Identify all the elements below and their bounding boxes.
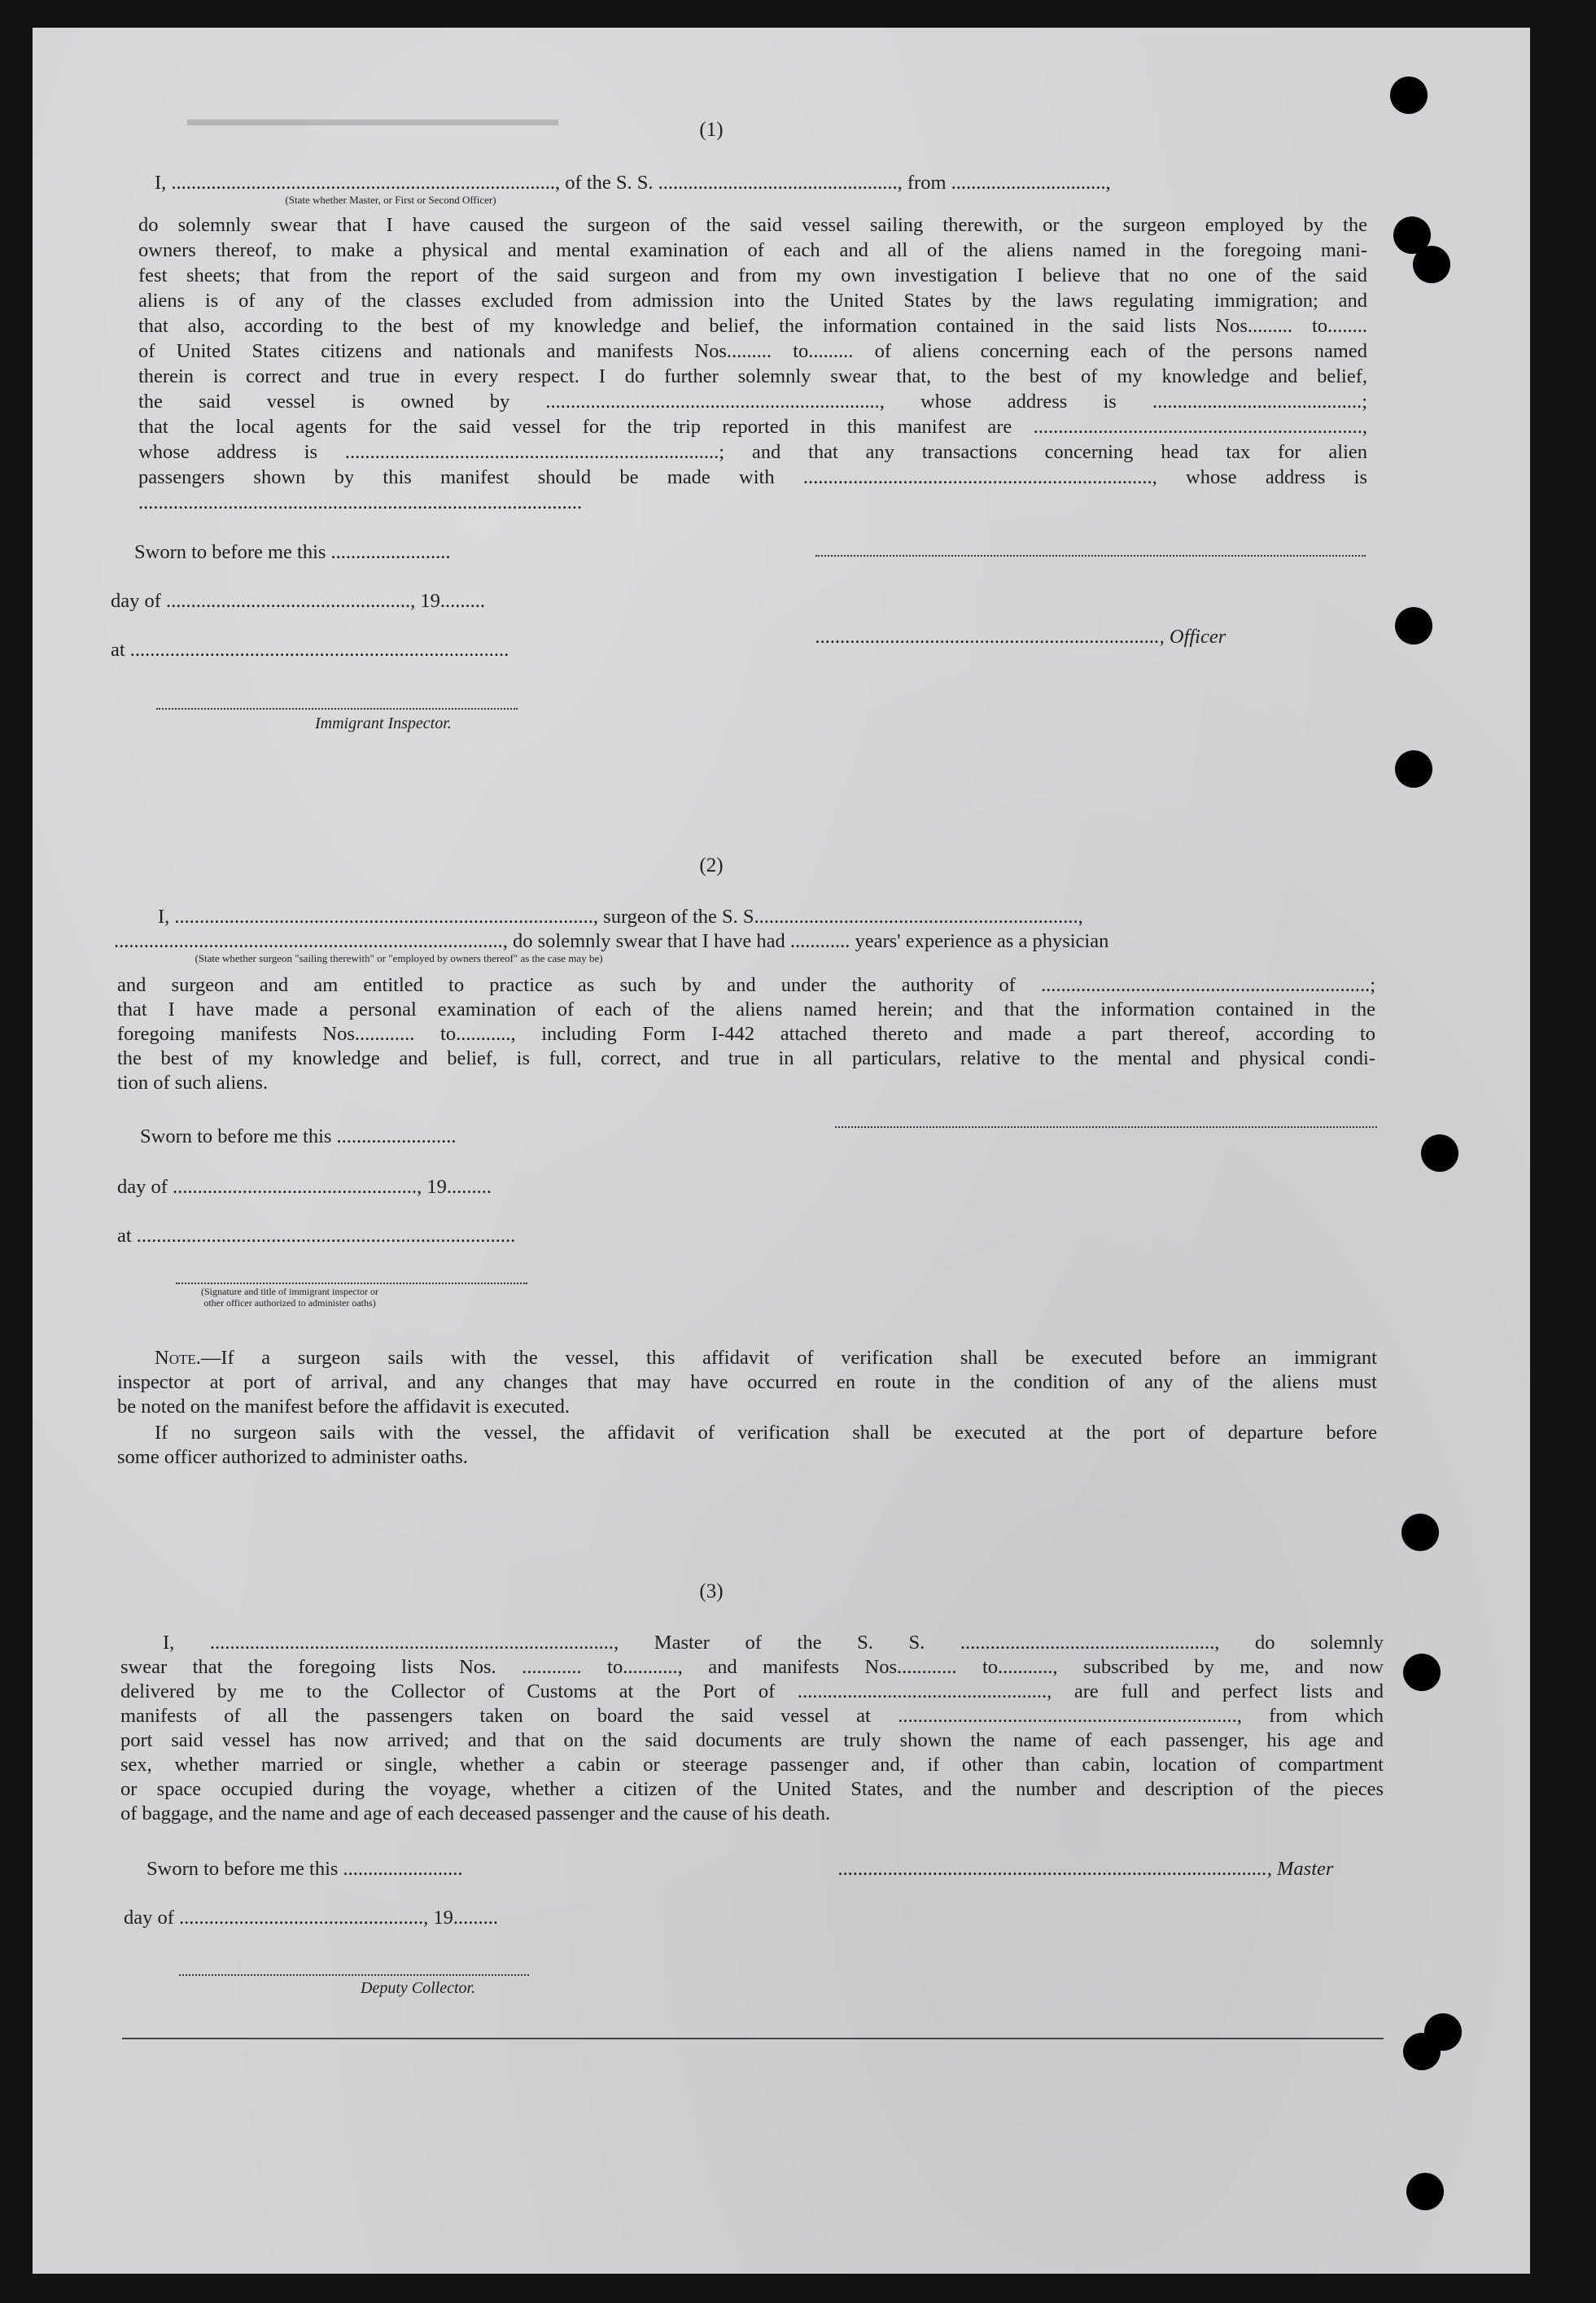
section-3-day-line: day of ................................................., 19.........	[124, 1907, 499, 1929]
bleed-through-heading: ▬▬▬▬▬▬▬▬▬▬▬▬▬▬▬▬▬▬▬	[187, 109, 558, 130]
punch-hole	[1403, 2033, 1441, 2070]
section-3-collector-signature-line	[179, 1974, 529, 1976]
section-3-heading: (3)	[699, 1580, 724, 1602]
section-2-first-line: I, ...................................................................................., surgeon of the S. S.................................................................,	[158, 906, 1083, 928]
section-1-body-line: aliens is of any of the classes excluded from admission into the United States by the laws regulating immigration; and	[138, 290, 1367, 312]
punch-hole	[1395, 607, 1432, 645]
section-2-at-line: at ............................................................................	[117, 1225, 516, 1247]
section-2-note-line: If no surgeon sails with the vessel, the affidavit of verification shall be executed at the port of departure before	[155, 1422, 1377, 1444]
section-1-body-line: the said vessel is owned by ..................................................................., whose address is ..........................................;	[138, 391, 1367, 413]
section-2-sworn-line: Sworn to before me this ........................	[140, 1125, 457, 1147]
section-1-officer-note: (State whether Master, or First or Second Officer)	[285, 194, 496, 206]
punch-hole	[1406, 2173, 1444, 2210]
section-2-body-line: and surgeon and am entitled to practice as such by and under the authority of ..................................................................;	[117, 974, 1375, 996]
section-3-sworn-line: Sworn to before me this ........................	[146, 1858, 463, 1880]
section-1-body-line: that the local agents for the said vessel for the trip reported in this manifest are ..................................................................,	[138, 416, 1367, 438]
section-2-surgeon-note: (State whether surgeon "sailing therewith" or "employed by owners thereof" as the case may be)	[195, 952, 603, 964]
section-1-body-line: that also, according to the best of my knowledge and belief, the information contained in the said lists Nos......... to........	[138, 315, 1367, 337]
section-2-second-line: .............................................................................., do solemnly swear that I have had ............ years' experience as a physician	[114, 930, 1109, 952]
section-2-inspector-note: (Signature and title of immigrant inspector or other officer authorized to administer oaths)	[201, 1286, 378, 1309]
section-3-body-line: I, ................................................................................., Master of the S. S. ..................................................., do solemnly	[163, 1632, 1384, 1654]
section-1-inspector-title: Immigrant Inspector.	[315, 714, 452, 732]
section-3-collector-title: Deputy Collector.	[361, 1979, 476, 1997]
section-2-note-line: be noted on the manifest before the affidavit is executed.	[117, 1396, 571, 1418]
section-1-body-line: passengers shown by this manifest should be made with ......................................................................, whose address is	[138, 466, 1367, 488]
section-2-heading: (2)	[699, 854, 724, 876]
section-3-body-line: sex, whether married or single, whether a cabin or steerage passenger and, if other than cabin, location of compartment	[120, 1754, 1384, 1776]
section-2-body-line: foregoing manifests Nos............ to..........., including Form I-442 attached thereto and made a part thereof, according to	[117, 1023, 1375, 1045]
section-3-body-line: manifests of all the passengers taken on board the said vessel at ...................................................................., from which	[120, 1705, 1384, 1727]
section-1-body-line: do solemnly swear that I have caused the surgeon of the said vessel sailing therewith, or the surgeon employed by the	[138, 214, 1367, 236]
section-2-inspector-signature-line	[176, 1283, 527, 1284]
section-2-signature-line	[835, 1126, 1377, 1128]
section-2-body-line: that I have made a personal examination of each of the aliens named herein; and that the information contained in the	[117, 999, 1375, 1020]
section-2-day-line: day of ................................................., 19.........	[117, 1176, 492, 1198]
bottom-rule	[122, 2038, 1384, 2039]
section-1-body-line: therein is correct and true in every respect. I do further solemnly swear that, to the best of my knowledge and belief,	[138, 365, 1367, 387]
section-2-note-line: inspector at port of arrival, and any changes that may have occurred en route in the condition of any of the aliens must	[117, 1371, 1377, 1393]
section-2-note-line: some officer authorized to administer oaths.	[117, 1446, 468, 1468]
section-3-master-line: ......................................................................................, Master	[838, 1858, 1334, 1880]
section-1-sworn-line: Sworn to before me this ........................	[134, 541, 451, 563]
section-2-body-line: the best of my knowledge and belief, is full, correct, and true in all particulars, relative to the mental and physical condi-	[117, 1047, 1375, 1069]
note-text: —If a surgeon sails with the vessel, this affidavit of verification shall be executed before an immigrant	[200, 1347, 1377, 1369]
section-2-body-line: tion of such aliens.	[117, 1072, 269, 1094]
section-1-at-line: at ............................................................................	[111, 639, 509, 661]
section-3-body-line: port said vessel has now arrived; and that on the said documents are truly shown the name of each passenger, his age and	[120, 1729, 1384, 1751]
section-1-body-line: of United States citizens and nationals and manifests Nos......... to......... of aliens concerning each of the persons named	[138, 340, 1367, 362]
section-1-body-line: whose address is ...........................................................................; and that any transactions concerning head tax for alien	[138, 441, 1367, 463]
punch-hole	[1421, 1134, 1458, 1172]
manifest-back-page	[33, 28, 1530, 2274]
note-label: Note.	[155, 1347, 201, 1369]
section-1-heading: (1)	[699, 119, 724, 141]
section-3-body-line: of baggage, and the name and age of each deceased passenger and the cause of his death.	[120, 1803, 831, 1824]
section-1-day-line: day of ................................................., 19.........	[111, 590, 486, 612]
punch-hole	[1390, 76, 1428, 114]
punch-hole	[1395, 750, 1432, 788]
section-1-signature-line	[815, 555, 1366, 557]
section-3-body-line: delivered by me to the Collector of Customs at the Port of .................................................., are full and perfect lists and	[120, 1680, 1384, 1702]
section-2-note-line	[155, 1346, 1377, 1370]
punch-hole	[1401, 1514, 1439, 1551]
section-1-officer-line: ....................................................................., Officer	[815, 626, 1227, 648]
section-3-body-line: swear that the foregoing lists Nos. ............ to..........., and manifests Nos............ to..........., subscribed by me, and now	[120, 1656, 1384, 1678]
punch-hole	[1403, 1654, 1441, 1691]
section-1-inspector-signature-line	[156, 708, 518, 710]
punch-hole	[1413, 246, 1450, 283]
section-1-body-line: .........................................................................................	[138, 492, 583, 513]
section-3-body-line: or space occupied during the voyage, whether a citizen of the United States, and the number and description of the pieces	[120, 1778, 1384, 1800]
section-1-first-line: I, ............................................................................., of the S. S. ................................................, from ...............................,	[155, 172, 1111, 194]
section-1-body-line: fest sheets; that from the report of the said surgeon and from my own investigation I believe that no one of the said	[138, 264, 1367, 286]
section-1-body-line: owners thereof, to make a physical and mental examination of each and all of the aliens named in the foregoing mani-	[138, 239, 1367, 261]
